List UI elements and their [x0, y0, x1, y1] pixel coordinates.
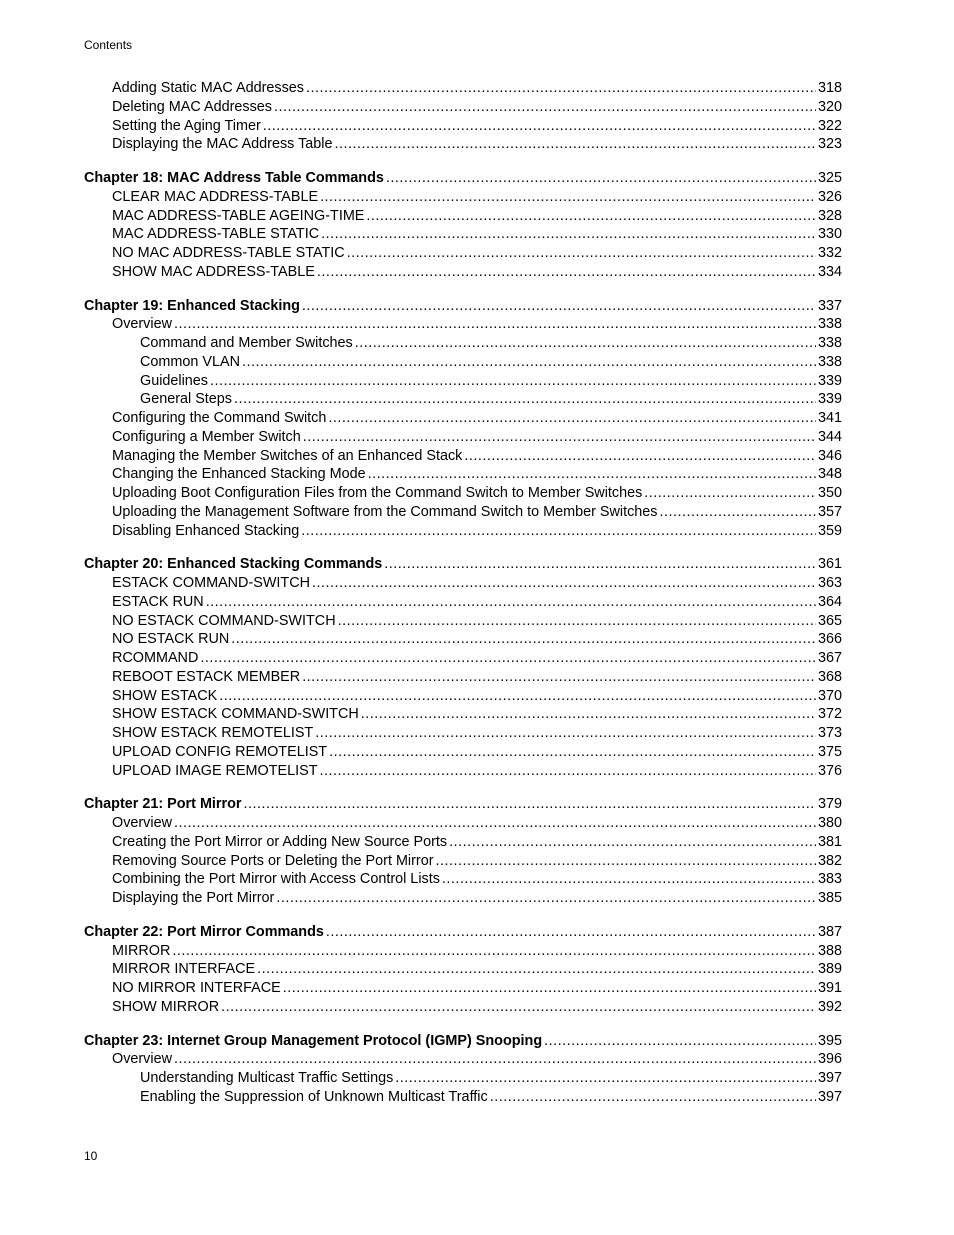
toc-entry-title: General Steps	[140, 391, 232, 408]
toc-entry-page: 385	[817, 890, 842, 906]
toc-section-entry[interactable]	[84, 315, 842, 334]
dot-leader	[276, 889, 816, 908]
toc-entry-title: MAC ADDRESS-TABLE STATIC	[112, 226, 320, 243]
toc-entry-title: NO MAC ADDRESS-TABLE STATIC	[112, 245, 345, 261]
toc-chapter-entry[interactable]	[84, 297, 842, 316]
dot-leader	[312, 574, 816, 593]
toc-entry-title: Chapter 19: Enhanced Stacking	[84, 297, 300, 314]
toc-entry-page: 361	[817, 556, 842, 573]
toc-entry-page: 350	[817, 485, 842, 501]
toc-entry-page: 395	[817, 1032, 842, 1049]
toc-section-entry[interactable]	[84, 117, 842, 136]
toc-entry-page: 323	[817, 136, 842, 153]
toc-entry-page: 387	[817, 923, 842, 940]
dot-leader	[436, 852, 816, 871]
running-header: Contents	[84, 38, 133, 52]
toc-section-entry[interactable]	[84, 522, 842, 541]
toc-section-entry[interactable]	[84, 630, 842, 649]
toc-chapter-entry[interactable]	[84, 795, 842, 814]
dot-leader	[338, 612, 816, 631]
dot-leader	[464, 447, 816, 466]
toc-entry-page: 367	[817, 650, 842, 666]
toc-entry-page: 397	[817, 1070, 842, 1086]
dot-leader	[544, 1032, 816, 1051]
toc-section-entry[interactable]	[84, 870, 842, 889]
toc-section	[84, 79, 842, 154]
toc-section-entry[interactable]	[84, 833, 842, 852]
dot-leader	[302, 668, 816, 687]
toc-section	[84, 297, 842, 541]
dot-leader	[320, 762, 816, 781]
toc-entry-page: 363	[817, 575, 842, 591]
toc-entry-title: NO ESTACK COMMAND-SWITCH	[112, 612, 336, 629]
toc-entry-page: 338	[817, 316, 842, 333]
toc-entry-page: 396	[817, 1051, 842, 1068]
toc-entry-page: 344	[817, 428, 842, 445]
toc-section-entry[interactable]	[84, 263, 842, 282]
toc-entry-title: Setting the Aging Timer	[112, 117, 261, 134]
toc-entry-page: 364	[817, 593, 842, 610]
toc-entry-title: Displaying the MAC Address Table	[112, 136, 333, 153]
dot-leader	[321, 225, 816, 244]
toc-section-entry[interactable]	[84, 998, 842, 1017]
dot-leader	[242, 353, 816, 372]
toc-chapter-entry[interactable]	[84, 169, 842, 188]
toc-entry-page: 326	[817, 188, 842, 205]
toc-entry-page: 338	[817, 353, 842, 370]
toc-entry-title: SHOW MIRROR	[112, 998, 220, 1015]
toc-entry-page: 366	[817, 631, 842, 648]
toc-section-entry[interactable]	[84, 503, 842, 522]
toc-entry-title: Overview	[112, 1051, 172, 1068]
dot-leader	[244, 795, 816, 814]
toc-section-entry[interactable]	[84, 979, 842, 998]
toc-section-entry[interactable]	[84, 668, 842, 687]
toc-section-entry[interactable]	[84, 225, 842, 244]
toc-entry-title: Creating the Port Mirror or Adding New Source Ports	[112, 833, 448, 850]
dot-leader	[174, 814, 816, 833]
toc-entry-title: Configuring the Command Switch	[112, 410, 327, 426]
toc-section-entry[interactable]	[84, 428, 842, 447]
dot-leader	[263, 117, 816, 136]
page-number: 10	[84, 1149, 98, 1163]
toc-entry-page: 397	[817, 1088, 842, 1105]
toc-entry-page: 389	[817, 961, 842, 978]
toc-entry-page: 325	[817, 170, 842, 186]
toc-entry-page: 373	[817, 725, 842, 741]
toc-entry-title: Adding Static MAC Addresses	[112, 80, 304, 96]
dot-leader	[644, 484, 816, 503]
toc-entry-title: NO MIRROR INTERFACE	[112, 980, 281, 996]
toc-entry-page: 375	[817, 743, 842, 760]
toc-section-entry[interactable]	[84, 593, 842, 612]
dot-leader	[219, 687, 816, 706]
toc-subsection-entry[interactable]	[84, 1069, 842, 1088]
toc-section-entry[interactable]	[84, 1050, 842, 1069]
toc-section-entry[interactable]	[84, 889, 842, 908]
toc-entry-title: NO ESTACK RUN	[112, 631, 230, 648]
toc-entry-title: Displaying the Port Mirror	[112, 890, 275, 906]
toc-entry-title: SHOW ESTACK COMMAND-SWITCH	[112, 706, 359, 723]
toc-entry-page: 392	[817, 998, 842, 1015]
dot-leader	[386, 169, 816, 188]
dot-leader	[355, 334, 816, 353]
toc-entry-page: 339	[817, 391, 842, 408]
toc-section-entry[interactable]	[84, 244, 842, 263]
toc-section	[84, 795, 842, 908]
toc-entry-title: Combining the Port Mirror with Access Control Lists	[112, 871, 440, 888]
toc-entry-title: Uploading the Management Software from the Command Switch to Member Switches	[112, 503, 658, 520]
toc-entry-page: 348	[817, 466, 842, 483]
dot-leader	[303, 428, 816, 447]
toc-section-entry[interactable]	[84, 743, 842, 762]
toc-section-entry[interactable]	[84, 814, 842, 833]
toc-entry-page: 372	[817, 706, 842, 723]
toc-entry-page: 334	[817, 263, 842, 280]
toc-entry-title: Chapter 22: Port Mirror Commands	[84, 923, 324, 940]
toc-entry-page: 381	[817, 833, 842, 850]
dot-leader	[320, 188, 816, 207]
toc-entry-title: SHOW ESTACK	[112, 687, 218, 704]
toc-section-entry[interactable]	[84, 762, 842, 781]
dot-leader	[384, 555, 816, 574]
toc-section-entry[interactable]	[84, 484, 842, 503]
toc-section-entry[interactable]	[84, 852, 842, 871]
toc-entry-title: Uploading Boot Configuration Files from the Command Switch to Member Switches	[112, 485, 643, 501]
dot-leader	[490, 1088, 816, 1107]
toc-chapter-entry[interactable]	[84, 923, 842, 942]
dot-leader	[174, 315, 816, 334]
toc-entry-title: UPLOAD CONFIG REMOTELIST	[112, 743, 328, 760]
dot-leader	[231, 630, 816, 649]
toc-section-entry[interactable]	[84, 960, 842, 979]
dot-leader	[335, 135, 816, 154]
dot-leader	[317, 263, 816, 282]
dot-leader	[302, 297, 816, 316]
toc-entry-page: 376	[817, 762, 842, 779]
toc-entry-page: 332	[817, 245, 842, 261]
toc-entry-page: 328	[817, 207, 842, 224]
toc-entry-title: Configuring a Member Switch	[112, 428, 301, 445]
toc-subsection-entry[interactable]	[84, 334, 842, 353]
toc-section	[84, 555, 842, 780]
toc-entry-title: Enabling the Suppression of Unknown Multicast Traffic	[140, 1088, 488, 1105]
dot-leader	[449, 833, 816, 852]
dot-leader	[206, 593, 816, 612]
dot-leader	[172, 942, 816, 961]
toc-entry-page: 365	[817, 612, 842, 629]
toc-section-entry[interactable]	[84, 409, 842, 428]
dot-leader	[366, 207, 816, 226]
dot-leader	[210, 372, 816, 391]
toc-entry-title: REBOOT ESTACK MEMBER	[112, 668, 301, 685]
toc-entry-title: Disabling Enhanced Stacking	[112, 522, 300, 539]
toc-entry-page: 330	[817, 226, 842, 243]
toc-subsection-entry[interactable]	[84, 372, 842, 391]
toc-entry-title: MIRROR	[112, 942, 171, 959]
dot-leader	[221, 998, 816, 1017]
table-of-contents	[84, 79, 842, 1122]
toc-entry-page: 357	[817, 503, 842, 520]
toc-section-entry[interactable]	[84, 465, 842, 484]
toc-entry-page: 391	[817, 980, 842, 996]
dot-leader	[368, 465, 816, 484]
toc-entry-page: 383	[817, 871, 842, 888]
toc-section-entry[interactable]	[84, 79, 842, 98]
toc-entry-page: 322	[817, 117, 842, 134]
toc-entry-title: Chapter 21: Port Mirror	[84, 796, 242, 813]
toc-entry-title: SHOW MAC ADDRESS-TABLE	[112, 263, 315, 280]
dot-leader	[442, 870, 816, 889]
dot-leader	[361, 705, 816, 724]
toc-section-entry[interactable]	[84, 612, 842, 631]
toc-entry-title: Chapter 23: Internet Group Management Protocol (IGMP) Snooping	[84, 1032, 543, 1049]
toc-entry-page: 380	[817, 815, 842, 831]
toc-entry-page: 370	[817, 687, 842, 704]
toc-entry-title: UPLOAD IMAGE REMOTELIST	[112, 762, 318, 779]
toc-section-entry[interactable]	[84, 447, 842, 466]
toc-entry-title: Chapter 18: MAC Address Table Commands	[84, 170, 384, 186]
dot-leader	[306, 79, 816, 98]
toc-entry-title: Chapter 20: Enhanced Stacking Commands	[84, 556, 383, 573]
dot-leader	[347, 244, 816, 263]
toc-entry-title: CLEAR MAC ADDRESS-TABLE	[112, 188, 319, 205]
toc-entry-page: 339	[817, 372, 842, 389]
toc-section-entry[interactable]	[84, 724, 842, 743]
toc-entry-page: 320	[817, 98, 842, 115]
dot-leader	[274, 98, 816, 117]
toc-entry-title: Command and Member Switches	[140, 335, 353, 351]
toc-entry-title: Understanding Multicast Traffic Settings	[140, 1070, 394, 1086]
toc-entry-title: ESTACK RUN	[112, 593, 204, 610]
toc-section-entry[interactable]	[84, 188, 842, 207]
toc-subsection-entry[interactable]	[84, 353, 842, 372]
dot-leader	[395, 1069, 816, 1088]
toc-section	[84, 923, 842, 1017]
toc-entry-page: 341	[817, 410, 842, 426]
toc-section-entry[interactable]	[84, 687, 842, 706]
toc-chapter-entry[interactable]	[84, 555, 842, 574]
toc-entry-title: SHOW ESTACK REMOTELIST	[112, 725, 314, 741]
dot-leader	[174, 1050, 816, 1069]
toc-entry-title: Overview	[112, 316, 172, 333]
toc-section-entry[interactable]	[84, 649, 842, 668]
dot-leader	[234, 390, 816, 409]
toc-entry-page: 388	[817, 942, 842, 959]
toc-entry-page: 368	[817, 668, 842, 685]
toc-subsection-entry[interactable]	[84, 1088, 842, 1107]
dot-leader	[326, 923, 816, 942]
toc-entry-page: 379	[817, 796, 842, 813]
toc-section-entry[interactable]	[84, 574, 842, 593]
dot-leader	[200, 649, 816, 668]
dot-leader	[283, 979, 816, 998]
toc-section-entry[interactable]	[84, 135, 842, 154]
toc-entry-title: Guidelines	[140, 372, 208, 389]
toc-section	[84, 169, 842, 282]
toc-entry-title: Removing Source Ports or Deleting the Port Mirror	[112, 852, 434, 869]
toc-entry-title: Changing the Enhanced Stacking Mode	[112, 466, 366, 483]
toc-entry-page: 337	[817, 297, 842, 314]
toc-entry-title: MAC ADDRESS-TABLE AGEING-TIME	[112, 207, 365, 224]
toc-entry-title: Managing the Member Switches of an Enhanced Stack	[112, 447, 463, 464]
toc-entry-title: Common VLAN	[140, 353, 240, 370]
toc-section-entry[interactable]	[84, 942, 842, 961]
toc-section-entry[interactable]	[84, 705, 842, 724]
toc-entry-title: Overview	[112, 815, 172, 831]
toc-entry-page: 359	[817, 522, 842, 539]
toc-subsection-entry[interactable]	[84, 390, 842, 409]
toc-entry-title: MIRROR INTERFACE	[112, 961, 256, 978]
toc-chapter-entry[interactable]	[84, 1032, 842, 1051]
toc-entry-title: ESTACK COMMAND-SWITCH	[112, 575, 310, 591]
toc-entry-page: 382	[817, 852, 842, 869]
toc-entry-page: 318	[817, 80, 842, 96]
dot-leader	[329, 743, 816, 762]
toc-entry-title: RCOMMAND	[112, 650, 199, 666]
dot-leader	[257, 960, 816, 979]
dot-leader	[328, 409, 816, 428]
toc-section-entry[interactable]	[84, 207, 842, 226]
toc-section-entry[interactable]	[84, 98, 842, 117]
dot-leader	[301, 522, 816, 541]
dot-leader	[315, 724, 816, 743]
dot-leader	[660, 503, 816, 522]
toc-entry-title: Deleting MAC Addresses	[112, 98, 272, 115]
toc-entry-page: 338	[817, 335, 842, 351]
toc-entry-page: 346	[817, 447, 842, 464]
toc-section	[84, 1032, 842, 1107]
